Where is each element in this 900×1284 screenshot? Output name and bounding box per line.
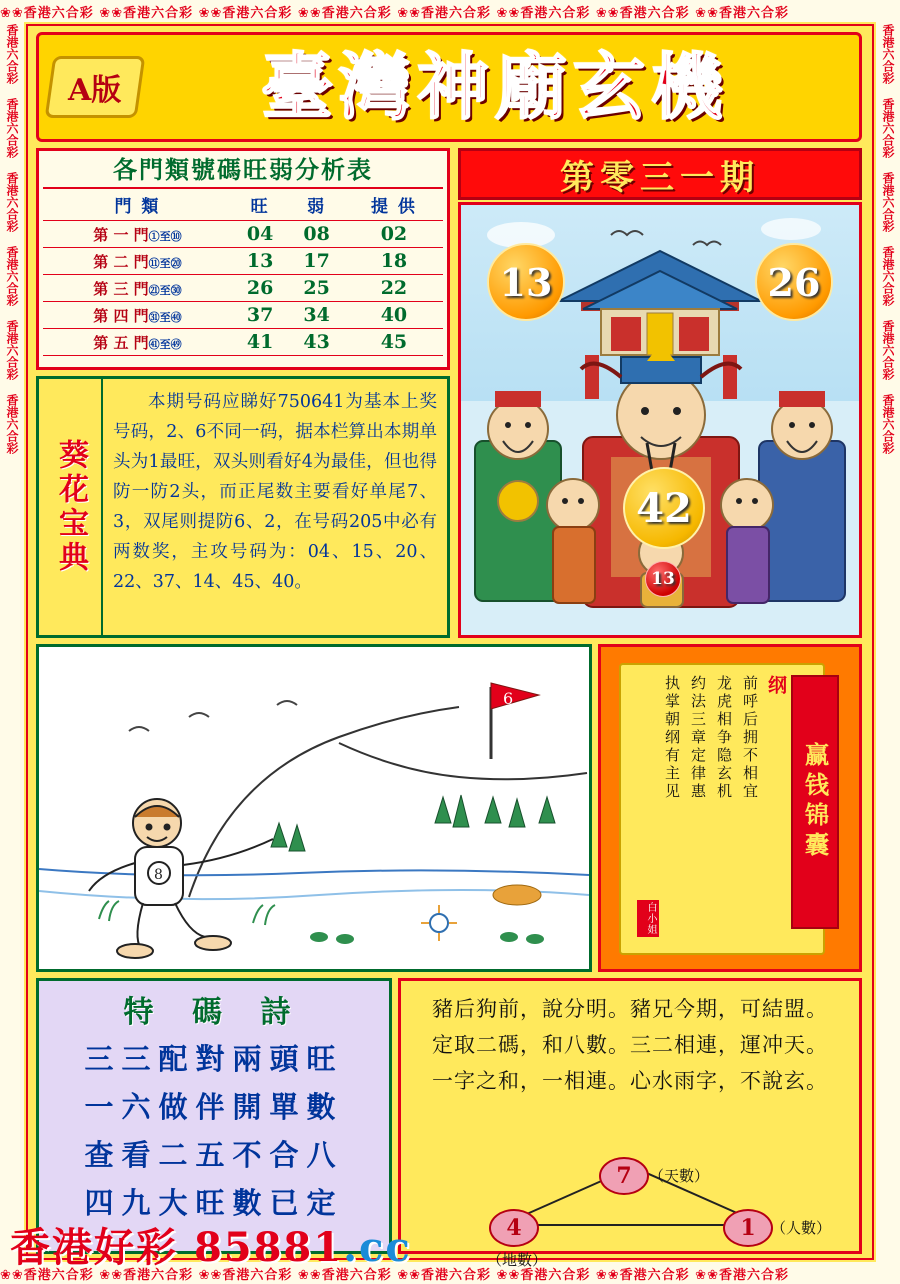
sunflower-label — [39, 379, 103, 635]
marquee-top-text: ❀❀香港六合彩 ❀❀香港六合彩 ❀❀香港六合彩 ❀❀香港六合彩 ❀❀香港六合彩 ❀❀香港六合彩 ❀❀香港六合彩 ❀❀香港六合彩 — [0, 5, 789, 21]
lucky-ball-42: 42 — [623, 467, 705, 549]
row-category-label: 第 一 門 — [93, 225, 149, 244]
poem-line-4: 四九大旺數已定 — [84, 1186, 344, 1220]
scroll-col-2: 前呼后拥不相宜 — [741, 675, 759, 801]
scroll-col-5: 执掌朝纲有主见 — [663, 675, 681, 801]
watermark-cn: 香港好彩 — [10, 1224, 194, 1271]
row-ruo: 17 — [288, 248, 344, 275]
poem-title: 特 碼 詩 — [123, 995, 305, 1030]
sunflower-label-text: 葵花宝典 — [53, 439, 88, 575]
scroll-panel — [598, 644, 862, 972]
riddle-line-2: 定取二碼，和八數。三二相連，運冲天。 — [432, 1033, 828, 1057]
page-title: 臺灣神廟玄機 — [260, 44, 729, 129]
row-category-label: 第 四 門 — [93, 306, 149, 325]
th-ruo: 弱 — [288, 189, 344, 221]
th-wang: 旺 — [232, 189, 288, 221]
marquee-top — [0, 0, 900, 22]
row-category-range: ㊶至㊾ — [148, 337, 182, 351]
watermark-tld: .cc — [343, 1224, 412, 1271]
marquee-bottom-text: ❀❀香港六合彩 ❀❀香港六合彩 ❀❀香港六合彩 ❀❀香港六合彩 ❀❀香港六合彩 ❀❀香港六合彩 ❀❀香港六合彩 ❀❀香港六合彩 — [0, 1267, 789, 1283]
bubble-earth-label: （地數） — [487, 1251, 548, 1269]
row-category-range: ⑪至⑳ — [148, 256, 182, 270]
table-row — [43, 329, 443, 356]
bubble-human: 1 — [723, 1209, 773, 1247]
jinnang-strip-label: 赢钱锦囊 — [800, 742, 830, 862]
row-wang: 37 — [232, 302, 288, 329]
edition-badge-label: A版 — [68, 73, 122, 108]
watermark-number: 85881 — [193, 1224, 344, 1271]
row-category-label: 第 五 門 — [93, 333, 149, 352]
row-category — [43, 302, 232, 329]
row-category-range: ㉑至㉚ — [148, 283, 182, 297]
row-ruo: 43 — [288, 329, 344, 356]
bubble-human-label: （人數） — [771, 1219, 832, 1237]
scroll-signature: 白小姐 — [637, 900, 659, 937]
row-ruo: 08 — [288, 221, 344, 248]
cartoon-artwork — [39, 647, 589, 969]
poem-line-1: 三三配對兩頭旺 — [84, 1042, 344, 1076]
special-code-poem-panel — [36, 978, 392, 1254]
lucky-ball-small: 13 — [645, 561, 681, 597]
analysis-table — [43, 189, 443, 356]
row-category-range: ㉛至㊵ — [148, 310, 182, 324]
issue-banner — [458, 148, 862, 200]
title-banner — [36, 32, 862, 142]
th-gong: 提 供 — [345, 189, 443, 221]
riddle-line-1: 豬后狗前，說分明。豬兄今期，可結盟。 — [432, 997, 828, 1021]
row-category — [43, 248, 232, 275]
riddle-panel — [398, 978, 862, 1269]
table-header-row — [43, 189, 443, 221]
svg-text:8: 8 — [154, 867, 163, 883]
row-gong: 40 — [345, 302, 443, 329]
row-wang: 04 — [232, 221, 288, 248]
table-row — [43, 248, 443, 275]
row-ruo: 34 — [288, 302, 344, 329]
bubble-heaven: 7 — [599, 1157, 649, 1195]
marquee-left — [0, 22, 24, 1262]
row-category — [43, 275, 232, 302]
table-row — [43, 302, 443, 329]
marquee-right — [876, 22, 900, 1262]
bubble-earth: 4 — [489, 1209, 539, 1247]
row-category-label: 第 二 門 — [93, 252, 149, 271]
analysis-table-title: 各門類號碼旺弱分析表 — [43, 155, 443, 189]
lucky-ball-13: 13 — [487, 243, 565, 321]
sunflower-manual-panel — [36, 376, 450, 638]
svg-text:6: 6 — [503, 689, 514, 708]
table-row — [43, 275, 443, 302]
row-category-range: ①至⑩ — [148, 229, 182, 243]
scroll-col-4: 约法三章定律惠 — [689, 675, 707, 801]
row-category — [43, 329, 232, 356]
row-gong: 02 — [345, 221, 443, 248]
row-category-label: 第 三 門 — [93, 279, 149, 298]
row-wang: 13 — [232, 248, 288, 275]
content-area — [26, 24, 874, 1269]
temple-illustration — [458, 202, 862, 638]
riddle-line-3: 一字之和，一相連。心水雨字，不說玄。 — [432, 1069, 828, 1093]
edition-badge — [45, 56, 146, 118]
marquee-right-text: 香港六合彩 香港六合彩 香港六合彩 香港六合彩 香港六合彩 香港六合彩 — [881, 24, 895, 454]
bubble-heaven-label: （天數） — [649, 1167, 710, 1185]
analysis-table-panel — [36, 148, 450, 370]
cartoon-panel — [36, 644, 592, 972]
jinnang-strip — [791, 675, 839, 929]
table-row — [43, 221, 443, 248]
row-gong: 18 — [345, 248, 443, 275]
marquee-left-text: 香港六合彩 香港六合彩 香港六合彩 香港六合彩 香港六合彩 香港六合彩 — [5, 24, 19, 454]
site-watermark — [10, 1216, 412, 1273]
poem-line-3: 查看二五不合八 — [84, 1138, 344, 1172]
row-ruo: 25 — [288, 275, 344, 302]
poem-line-2: 一六做伴開單數 — [84, 1090, 344, 1124]
row-gong: 45 — [345, 329, 443, 356]
row-gong: 22 — [345, 275, 443, 302]
row-wang: 26 — [232, 275, 288, 302]
scroll-keyword: 纲 — [765, 675, 787, 697]
issue-label: 第零三一期 — [560, 157, 760, 198]
scroll-col-3: 龙虎相争隐玄机 — [715, 675, 733, 801]
sunflower-body: 本期号码应睇好750641为基本上奖号码，2、6不同一码，据本栏算出本期单头为1最旺，双头则看好4为最佳，但也得防一防2头，而正尾数主要看好单尾7、3，双尾则提防6、2，在号码205中必有两数奖，主攻号码为：04、15、20、22、37、14、45、40。 — [113, 392, 437, 592]
row-wang: 41 — [232, 329, 288, 356]
row-category — [43, 221, 232, 248]
th-category: 門 類 — [43, 189, 232, 221]
lucky-ball-26: 26 — [755, 243, 833, 321]
